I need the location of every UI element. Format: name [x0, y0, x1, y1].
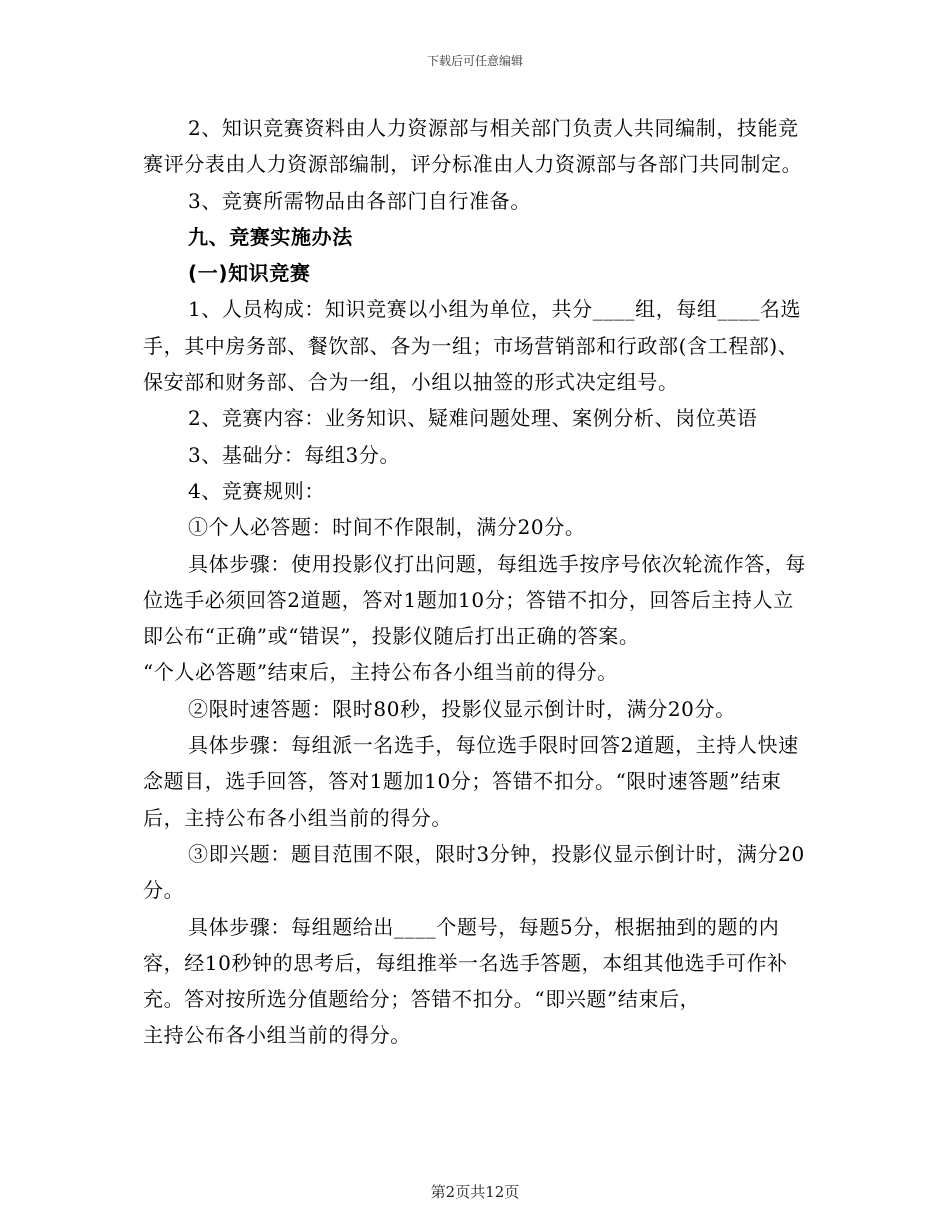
paragraph-timed-answer: ②限时速答题：限时80秒，投影仪显示倒计时，满分20分。 — [188, 696, 736, 721]
subsection-heading-knowledge-contest: (一)知识竞赛 — [188, 261, 311, 286]
paragraph-impromptu-end: 主持公布各小组当前的得分。 — [143, 1023, 411, 1048]
paragraph-impromptu-steps: 具体步骤：每组题给出____个题号，每题5分，根据抽到的题的内容，经10秒钟的思考后，每组推举一名选手答题，本组其他选手可作补充。答对按所选分值题给分；答错不扣分。“即兴题”结束后， — [143, 914, 788, 1012]
paragraph-timed-steps: 具体步骤：每组派一名选手，每位选手限时回答2道题，主持人快速念题目，选手回答，答对1题加10分；答错不扣分。“限时速答题”结束后，主持公布各小组当前的得分。 — [143, 733, 799, 830]
page-footer: 第2页共12页 — [430, 1183, 520, 1201]
paragraph-staffing: 1、人员构成：知识竞赛以小组为单位，共分____组，每组____名选手，其中房务部、餐饮部、各为一组；市场营销部和行政部(含工程部)、保安部和财务部、合为一组，小组以抽签的形式决定组号。 — [143, 297, 802, 395]
paragraph-individual-end: “个人必答题”结束后，主持公布各小组当前的得分。 — [143, 660, 618, 685]
paragraph-individual-required: ①个人必答题：时间不作限制，满分20分。 — [188, 515, 586, 540]
paragraph-individual-steps: 具体步骤：使用投影仪打出问题，每组选手按序号依次轮流作答，每位选手必须回答2道题，答对1题加10分；答错不扣分，回答后主持人立即公布“正确”或“错误”，投影仪随后打出正确的答案。 — [143, 551, 806, 649]
paragraph-content: 2、竞赛内容：业务知识、疑难问题处理、案例分析、岗位英语 — [188, 406, 758, 431]
section-heading-implementation: 九、竞赛实施办法 — [188, 224, 353, 249]
paragraph-item-3-supplies: 3、竞赛所需物品由各部门自行准备。 — [188, 188, 531, 213]
document-body — [143, 110, 811, 1054]
paragraph-rules: 4、竞赛规则： — [188, 478, 325, 503]
paragraph-item-2-materials: 2、知识竞赛资料由人力资源部与相关部门负责人共同编制，技能竞赛评分表由人力资源部编制，评分标准由人力资源部与各部门共同制定。 — [143, 116, 803, 177]
paragraph-base-score: 3、基础分：每组3分。 — [188, 442, 401, 467]
paragraph-impromptu: ③即兴题：题目范围不限，限时3分钟，投影仪显示倒计时，满分20分。 — [143, 841, 805, 903]
page-header: 下载后可任意编辑 — [426, 54, 523, 68]
